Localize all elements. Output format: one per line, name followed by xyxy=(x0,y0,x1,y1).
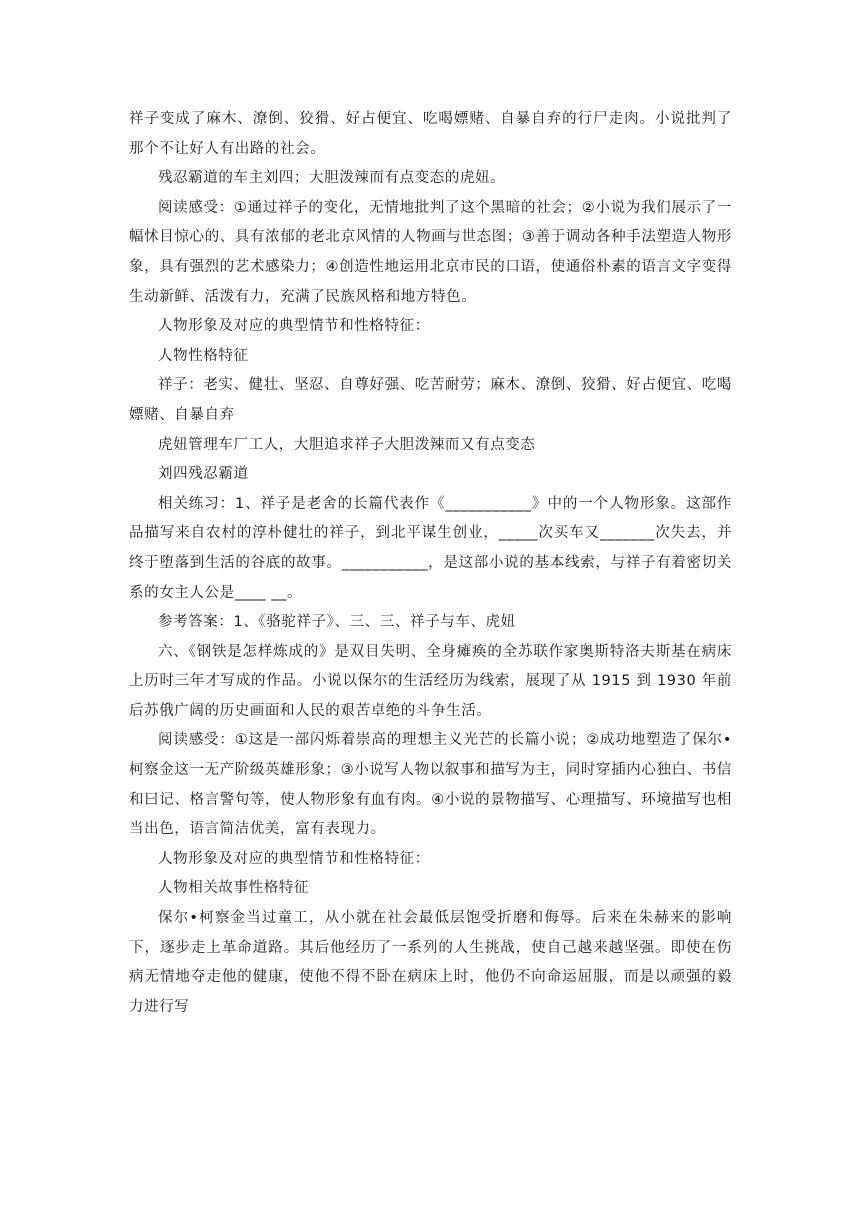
paragraph-reading-impressions-2: 阅读感受：①这是一部闪烁着崇高的理想主义光芒的长篇小说；②成功地塑造了保尔•柯察金这一无产阶级英雄形象；③小说写人物以叙事和描写为主，同时穿插内心独白、书信和曰记、格言警句等，使人物形象有血有肉。④小说的景物描写、心理描写、环境描写也相当出色，语言简洁优美，富有表现力。 xyxy=(129,732,732,838)
paragraph-side-characters: 残忍霸道的车主刘四；大胆泼辣而有点变态的虎妞。 xyxy=(158,170,506,187)
paragraph-character-heading-1: 人物形象及对应的典型情节和性格特征： xyxy=(158,318,430,335)
paragraph-paul-story: 保尔•柯察金当过童工，从小就在社会最低层饱受折磨和侮辱。后来在朱赫来的影响下，逐步走上革命道路。其后他经历了一系列的人生挑战，使自己越来越坚强。即使在伤病无情地夺走他的健康，使他不得不卧在病床上时，他仍不向命运屈服，而是以顽强的毅力进行写 xyxy=(129,910,732,1015)
paragraph-huniu-traits: 虎妞管理车厂工人，大胆追求祥子大胆泼辣而又有点变态 xyxy=(158,436,536,453)
paragraph-liusi-traits: 刘四残忍霸道 xyxy=(158,466,249,483)
paragraph-steel-intro: 六、《钢铁是怎样炼成的》是双目失明、全身瘫痪的全苏联作家奥斯特洛夫斯基在病床上历时三年才写成的作品。小说以保尔的生活经历为线索，展现了从 1915 到 1930 年前后苏俄广阔的历史画面和人民的艰苦卓绝的斗争生活。 xyxy=(129,643,732,719)
paragraph-table-header-1: 人物性格特征 xyxy=(158,347,249,364)
paragraph-character-heading-2: 人物形象及对应的典型情节和性格特征： xyxy=(158,850,430,867)
paragraph-xiangzi-traits: 祥子：老实、健壮、坚忍、自尊好强、吃苦耐劳；麻木、潦倒、狡猾、好占便宜、吃喝嫖赌、自暴自弃 xyxy=(129,377,732,423)
paragraph-practice-exercise: 相关练习：1、祥子是老舍的长篇代表作《___________》中的一个人物形象。这部作品描写来自农村的淳朴健壮的祥子，到北平谋生创业，_____次买车又_______次失去，并终于堕落到生活的谷底的故事。___________，是这部小说的基本线索，与祥子有着密切关系的女主人公是____ __。 xyxy=(129,495,732,601)
paragraph-table-header-2: 人物相关故事性格特征 xyxy=(158,880,309,897)
paragraph-reading-impressions-1: 阅读感受：①通过祥子的变化，无情地批判了这个黑暗的社会；②小说为我们展示了一幅怵目惊心的、具有浓郁的老北京风情的人物画与世态图；③善于调动各种手法塑造人物形象，具有强烈的艺术感染力；④创造性地运用北京市民的口语，使通俗朴素的语言文字变得生动新鲜、活泼有力，充满了民族风格和地方特色。 xyxy=(129,199,732,305)
paragraph-xiangzi-summary: 祥子变成了麻木、潦倒、狡猾、好占便宜、吃喝嫖赌、自暴自弃的行尸走肉。小说批判了那个不让好人有出路的社会。 xyxy=(129,111,732,157)
paragraph-reference-answer: 参考答案：1、《骆驼祥子》、三、三、祥子与车、虎妞 xyxy=(158,614,516,631)
document-body xyxy=(129,105,732,1022)
